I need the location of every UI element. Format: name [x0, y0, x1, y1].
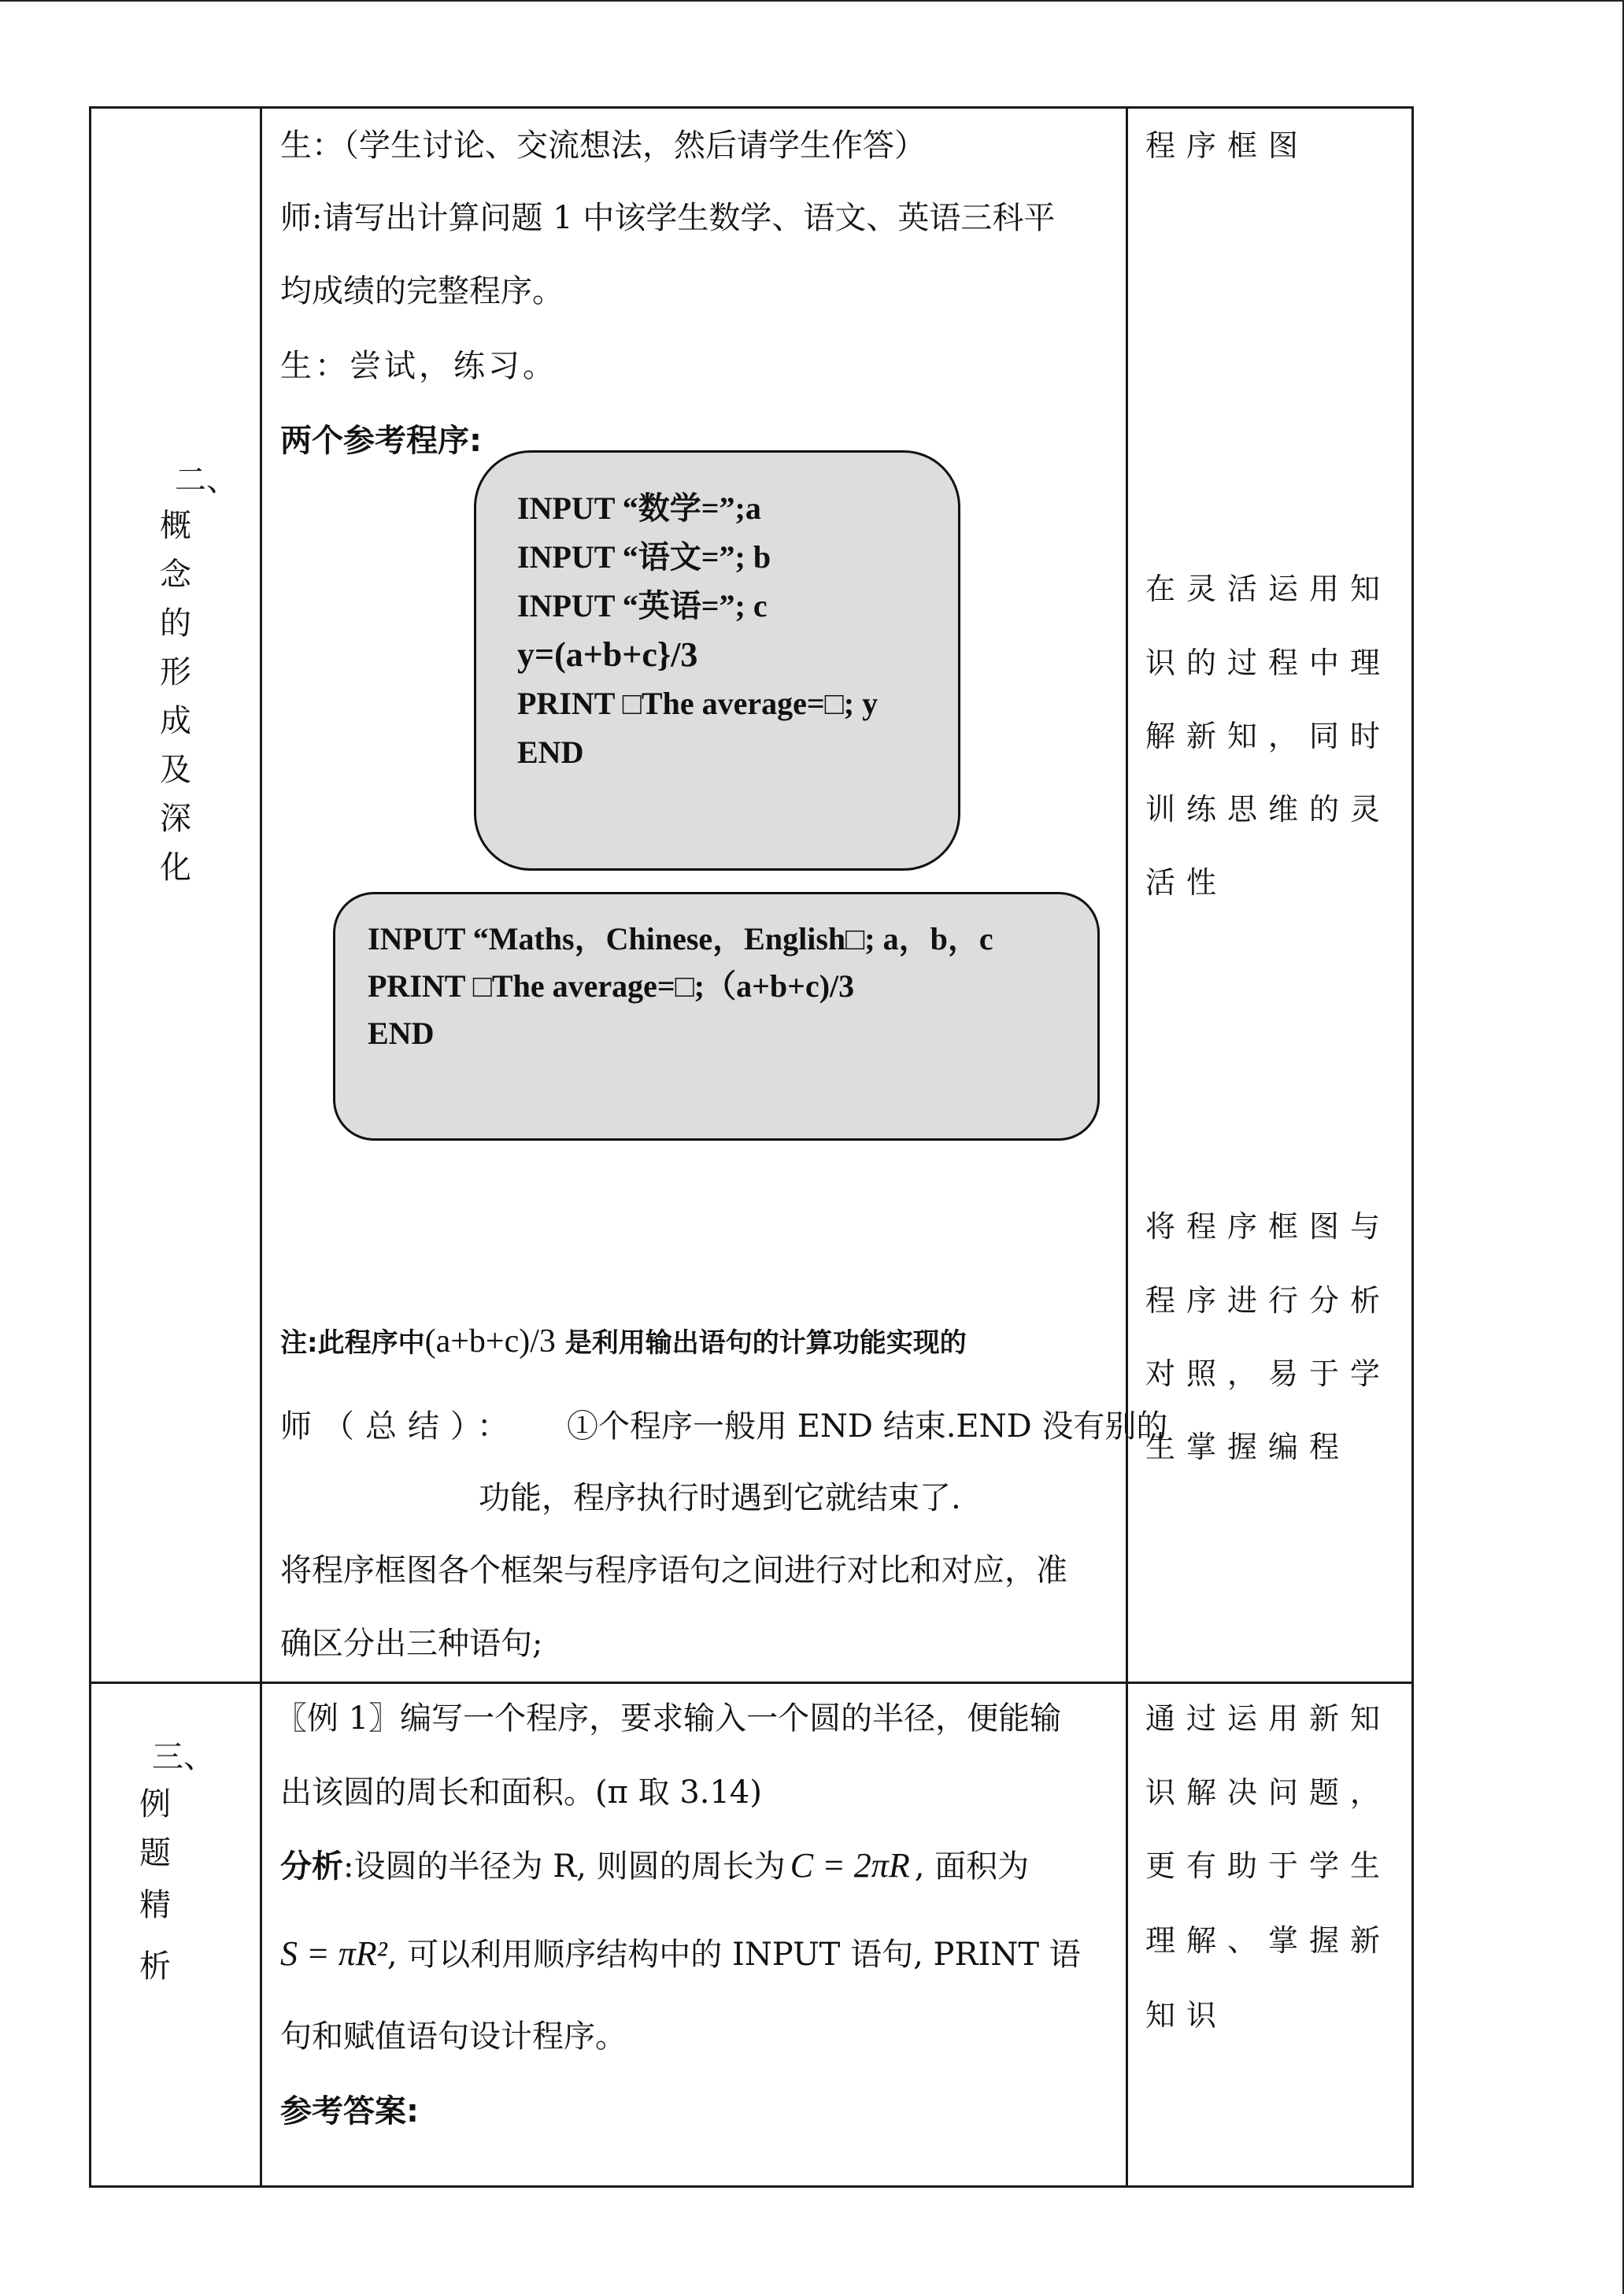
code-line: PRINT □The average=□; y	[517, 686, 879, 721]
summary-prefix: 师（总结）：	[280, 1408, 520, 1445]
note-line: 将程序框图与	[1145, 1209, 1392, 1244]
summary-line: 确区分出三种语句;	[280, 1626, 543, 1662]
note-line: 通过运用新知	[1145, 1701, 1392, 1736]
section-number: 三、	[152, 1739, 215, 1775]
example-line: 〖例 1〗编写一个程序，要求输入一个圆的半径，便能输	[276, 1700, 1062, 1737]
analysis-line	[280, 1934, 1081, 1973]
col-divider-line-2	[1126, 106, 1128, 2188]
code-line: INPUT “英语=”; c	[517, 588, 768, 623]
note-line: 理解、掌握新	[1145, 1923, 1392, 1958]
note-line: 知识	[1145, 1998, 1228, 2033]
summary-line: 功能，程序执行时遇到它就结束了.	[479, 1480, 961, 1516]
section-char: 析	[139, 1948, 171, 1985]
section-char: 的	[160, 605, 191, 642]
code-line: INPUT “Maths，Chinese，English□; a，b，c	[368, 921, 993, 956]
dialog-line: 师:请写出计算问题 1 中该学生数学、语文、英语三科平	[280, 200, 1056, 236]
note-line: 对照，易于学	[1145, 1356, 1392, 1391]
row-divider-line	[89, 1682, 1414, 1684]
dialog-line: 均成绩的完整程序。	[280, 273, 564, 309]
section-char: 题	[139, 1835, 171, 1871]
example-line: 出该圆的周长和面积。(π 取 3.14)	[280, 1774, 762, 1811]
note-line: 活性	[1145, 865, 1228, 900]
note-line: 在灵活运用知	[1145, 572, 1392, 606]
note-expression: (a+b+c)/3	[424, 1323, 556, 1360]
analysis-label: 分析	[280, 1848, 343, 1885]
analysis-text: , 可以利用顺序结构中的 INPUT 语句, PRINT 语	[387, 1937, 1081, 1973]
section-char: 及	[160, 752, 191, 788]
code-line: PRINT □The average=□;（a+b+c)/3	[368, 968, 855, 1004]
analysis-line	[280, 1846, 1030, 1885]
code-line: INPUT “数学=”;a	[517, 490, 761, 526]
section-char: 成	[160, 703, 191, 739]
formula-area: S = πR²	[280, 1934, 387, 1973]
section-number: 二、	[175, 462, 238, 498]
dialog-line: 生：（学生讨论、交流想法，然后请学生作答）	[280, 128, 926, 164]
note-line: 更有助于学生	[1145, 1848, 1392, 1883]
section-char: 深	[160, 801, 191, 837]
col-divider-line-1	[260, 106, 262, 2188]
section-char: 形	[160, 654, 191, 690]
section-char: 化	[160, 849, 191, 886]
section-char: 念	[160, 557, 191, 593]
section-char: 例	[139, 1786, 171, 1822]
analysis-text: :设圆的半径为 R, 则圆的周长为	[343, 1848, 786, 1885]
code-line: END	[368, 1016, 435, 1051]
section-char: 概	[160, 508, 191, 544]
analysis-line: 句和赋值语句设计程序。	[280, 2018, 627, 2055]
note-prefix: 注:此程序中	[280, 1327, 425, 1359]
dialog-line: 生：尝试，练习。	[280, 348, 557, 384]
table-bottom-line	[89, 2185, 1414, 2188]
summary-line: ①个程序一般用 END 结束.END 没有别的	[567, 1408, 1168, 1445]
table-right-line	[1411, 106, 1414, 2188]
note-line: 生掌握编程	[1145, 1430, 1351, 1464]
section-char: 精	[139, 1887, 171, 1923]
note-line: 程序进行分析	[1145, 1283, 1392, 1318]
code-line: y=(a+b+c}/3	[517, 635, 698, 674]
code-line: INPUT “语文=”; b	[517, 539, 771, 575]
note-suffix: 是利用输出语句的计算功能实现的	[555, 1327, 967, 1359]
table-left-line	[89, 106, 91, 2188]
analysis-text: , 面积为	[914, 1848, 1030, 1885]
summary-line: 将程序框图各个框架与程序语句之间进行对比和对应，准	[280, 1552, 1067, 1589]
formula-circumference: C = 2πR	[790, 1846, 910, 1885]
note-flowchart: 程序框图	[1145, 128, 1310, 163]
note-line: 识的过程中理	[1145, 646, 1392, 680]
program-note	[280, 1324, 967, 1360]
note-line: 识解决问题，	[1145, 1775, 1392, 1810]
note-line: 解新知，同时	[1145, 719, 1392, 753]
table-top-line	[89, 106, 1414, 109]
programs-title: 两个参考程序:	[280, 423, 482, 459]
code-line: END	[517, 734, 584, 770]
note-line: 训练思维的灵	[1145, 792, 1392, 827]
answer-label: 参考答案:	[280, 2093, 419, 2129]
